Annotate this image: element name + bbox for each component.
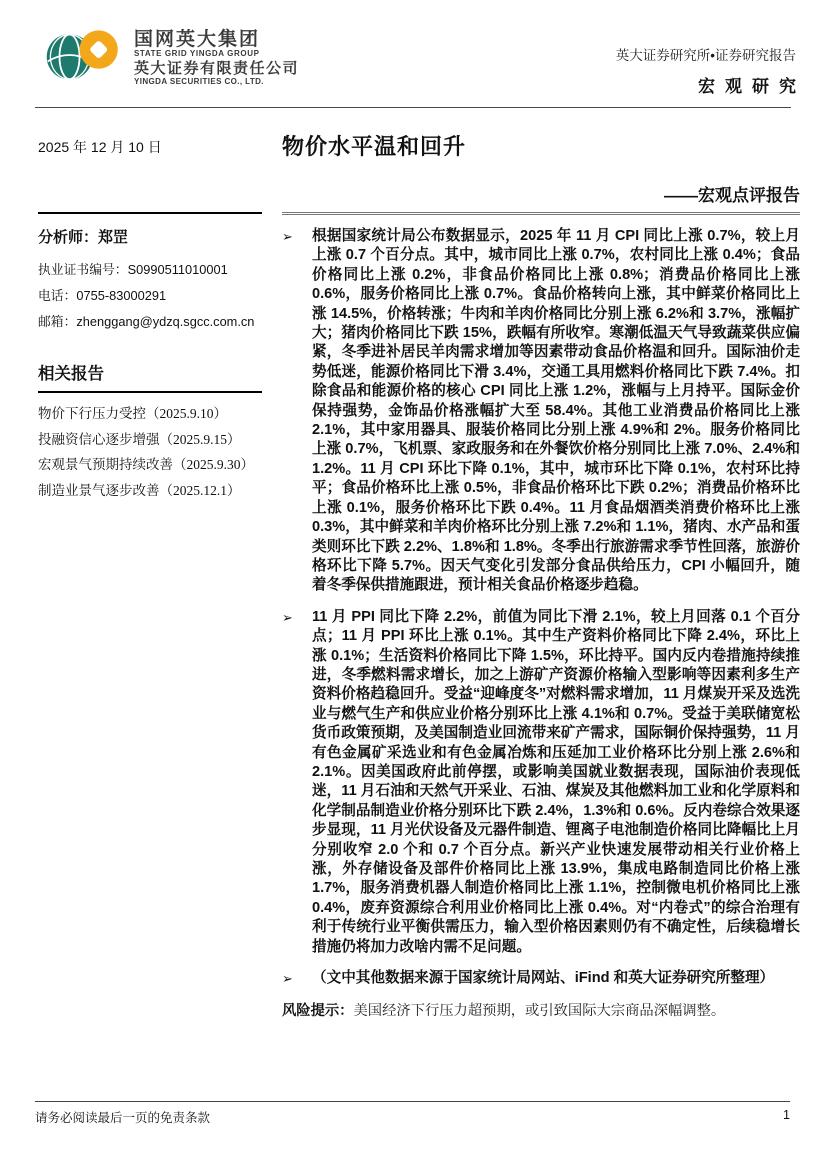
logo-company-en: YINGDA SECURITIES CO., LTD. — [134, 76, 264, 86]
related-reports-title: 相关报告 — [38, 360, 262, 393]
risk-label: 风险提示： — [282, 1003, 354, 1020]
analyst-name: 分析师：郑罡 — [38, 229, 129, 246]
header-right-block — [615, 26, 806, 97]
sidebar — [38, 212, 262, 1020]
paragraph-text: （文中其他数据来源于国家统计局网站、iFind 和英大证券研究所整理） — [312, 970, 775, 987]
related-report-item: 物价下行压力受控（2025.9.10） — [38, 405, 227, 421]
footer-disclaimer: 请务必阅读最后一页的免责条款 — [35, 1111, 211, 1125]
risk-warning — [282, 1000, 800, 1020]
ppi-paragraph — [282, 608, 800, 957]
arrow-bullet-icon: ➢ — [282, 609, 293, 625]
arrow-bullet-icon: ➢ — [282, 971, 293, 987]
page-number: 1 — [783, 1108, 790, 1122]
arrow-bullet-icon: ➢ — [282, 229, 293, 244]
analyst-email: 邮箱：zhenggang@ydzq.sgcc.com.cn — [38, 314, 255, 330]
title-row — [0, 108, 826, 161]
related-report-item: 制造业景气逐步改善（2025.12.1） — [38, 483, 241, 499]
page-header — [0, 0, 826, 97]
logo-globe-coin-icon — [44, 26, 126, 89]
report-type-subtitle: ——宏观点评报告 — [664, 186, 800, 205]
logo-wordmark — [134, 29, 299, 87]
content-columns — [38, 212, 800, 1020]
company-logo — [44, 26, 299, 89]
logo-org-cn: 国网英大集团 — [134, 28, 261, 50]
data-source-note — [282, 969, 800, 988]
analyst-phone: 电话：0755-83000291 — [38, 288, 167, 304]
institute-label: 英大证券研究所•证券研究报告 — [615, 48, 796, 63]
paragraph-text: 11 月 PPI 同比下降 2.2%，前值为同比下滑 2.1%，较上月回落 0.1 个百分点；11 月 PPI 环比上涨 0.1%。其中生产资料价格同比下降 2.4%，环比上涨 0.1%；生活资料价格同比下降 1.5%，环比持平。国内反内卷措施持续推进，冬季燃料需求增长，加之上游矿产资源价格输入型影响等因素利多生产资料价格趋稳回升。受益“迎峰度冬”对燃料需求增加，11 月煤炭开采及选洗业与燃气生产和供应业价格分别环比上涨 4.1%和 0.7%。受益于美联储宽松货币政策预期，及美国制造业回流带来矿产需求，国际铜价保持强势，11 月有色金属矿采选业和有色金属冶炼和压延加工业价格环比分别上涨 2.6%和 2.1%。因美国政府此前停摆，或影响美国就业数据表现，国际油价表现低迷，11 月石油和天然气开采业、石油、煤炭及其他燃料加工业和化学原料和化学制品制造业价格分别环比下跌 2.4%，1.3%和 0.6%。反内卷综合效果逐步显现，11 月光伏设备及元器件制造、锂离子电池制造价格同比降幅比上月分别收窄 2.0 个和 0.7 个百分点。新兴产业快速发展带动相关行业价格上涨，外存储设备及部件价格同比上涨 13.9%，集成电路制造同比价格上涨 1.7%，服务消费机器人制造价格同比上涨 1.1%，控制微电机价格同比上涨 0.4%，废弃资源综合利用业价格同比上涨 0.4%。对“内卷式”的综合治理有利于传统行业平衡供需压力，输入型价格因素则仍有不确定性，后续稳增长措施仍将加力改啥内需不足问题。 — [312, 608, 800, 955]
related-report-item: 投融资信心逐步增强（2025.9.15） — [38, 431, 241, 447]
analyst-license-no: 执业证书编号：S0990511010001 — [38, 262, 228, 277]
report-date: 2025 年 12 月 10 日 — [38, 139, 162, 155]
main-content — [282, 212, 800, 1020]
related-reports-list — [38, 401, 262, 505]
risk-text: 美国经济下行压力超预期，或引致国际大宗商品深幅调整。 — [353, 1003, 726, 1020]
cpi-paragraph — [282, 227, 800, 596]
research-category-label: 宏观研究 — [698, 77, 806, 96]
logo-org-en: STATE GRID YINGDA GROUP — [134, 48, 260, 58]
page-title: 物价水平温和回升 — [282, 134, 467, 159]
logo-company-cn: 英大证券有限责任公司 — [134, 59, 300, 77]
related-report-item: 宏观景气预期持续改善（2025.9.30） — [38, 457, 254, 473]
paragraph-text: 根据国家统计局公布数据显示，2025 年 11 月 CPI 同比上涨 0.7%，较上月上涨 0.7 个百分点。其中，城市同比上涨 0.7%，农村同比上涨 0.4%；食品价格同比上涨 0.2%，非食品价格同比上涨 0.8%；消费品价格同比上涨 0.6%，服务价格同比上涨 0.7%。食品价格转向上涨，其中鲜菜价格同比上涨 14.5%，价格转涨；牛肉和羊肉价格同比分别上涨 6.2%和 3.7%，涨幅扩大；猪肉价格同比下跌 15%，跌幅有所收窄。寒潮低温天气导致蔬菜供应偏紧，冬季进补居民羊肉需求增加等因素带动食品价格温和回升。国际油价走势低迷，能源价格同比下滑 3.4%，交通工具用燃料价格同比下跌 7.4%。扣除食品和能源价格的核心 CPI 同比上涨 1.2%，涨幅与上月持平。国际金价保持强势，金饰品价格涨幅扩大至 58.4%。其他工业消费品价格同比上涨 2.1%，其中家用器具、服装价格同比分别上涨 4.9%和 2%。服务价格同比上涨 0.7%，飞机票、家政服务和在外餐饮价格分别同比上涨 7.0%、2.4%和 1.2%。11 月 CPI 环比下降 0.1%，其中，城市环比下降 0.1%，农村环比持平；食品价格环比上涨 0.5%，非食品价格环比下跌 0.2%；消费品价格环比上涨 0.1%，服务价格环比下跌 0.4%。11 月食品烟酒类消费价格环比上涨 0.3%，其中鲜菜和羊肉价格环比分别上涨 7.2%和 1.1%，猪肉、水产品和蛋类则环比下跌 2.2%、1.8%和 1.8%。冬季出行旅游需求季节性回落，旅游价格环比下降 5.7%。因天气变化引发部分食品供给压力，CPI 小幅回升，随着冬季保供措施跟进，预计相关食品价格逐步趋稳。 — [312, 228, 800, 594]
page-footer — [35, 1101, 790, 1126]
